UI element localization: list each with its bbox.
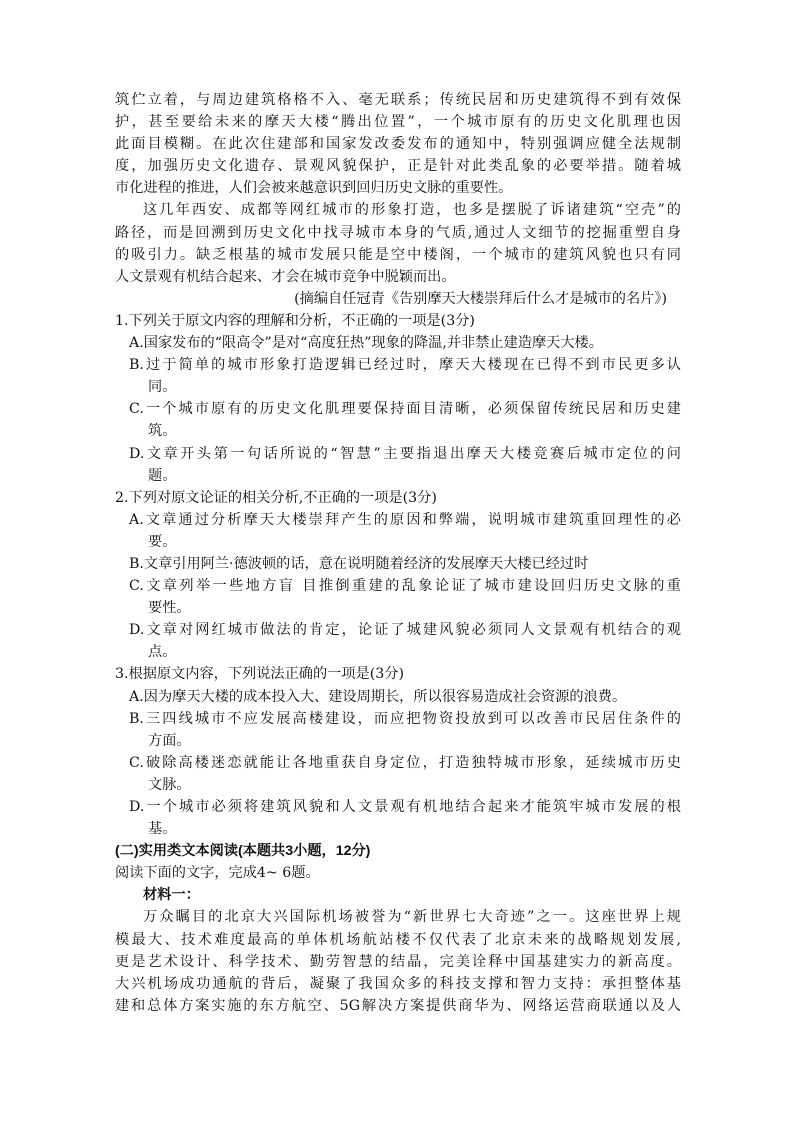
text-line: 这几年西安、成都等网红城市的形象打造，也多是摆脱了诉诸建筑“空壳”的 bbox=[143, 202, 681, 219]
text-line: D.文章开头第一句话所说的“智慧”主要指退出摩天大楼竞赛后城市定位的问 bbox=[129, 445, 681, 462]
text-line: 万众瞩目的北京大兴国际机场被誉为“新世界七大奇迹”之一。这座世界上规 bbox=[143, 909, 681, 926]
text-line: B.过于简单的城市形象打造逻辑已经过时，摩天大楼现在已得不到市民更多认 bbox=[129, 357, 681, 374]
text-line: 度，加强历史文化遗存、景观风貌保护，正是针对此类乱象的必要举措。随着城 bbox=[115, 158, 681, 175]
text-line: D.文章对网红城市做法的肯定，论证了城建风貌必须同人文景观有机结合的观 bbox=[129, 622, 681, 639]
text-line: D.一个城市必须将建筑风貌和人文景观有机地结合起来才能筑牢城市发展的根 bbox=[129, 799, 681, 815]
text-line: 筑伫立着，与周边建筑格格不入、毫无联系；传统民居和历史建筑得不到有效保 bbox=[115, 92, 681, 108]
text-line: 同。 bbox=[148, 379, 177, 396]
text-line: 材料一： bbox=[143, 887, 200, 904]
text-line: 筑。 bbox=[148, 423, 177, 440]
text-line: B.文章引用阿兰·德波顿的话，意在说明随着经济的发展摩天大楼已经过时 bbox=[129, 555, 589, 572]
text-line: 路径，而是回溯到历史文化中找寻城市本身的气质,通过人文细节的挖掘重塑自身 bbox=[115, 224, 681, 241]
text-line: 基。 bbox=[148, 821, 177, 838]
text-line: 市化进程的推进，人们会被来越意识到回归历史文脉的重要性。 bbox=[115, 180, 513, 197]
text-line: 人文景观有机结合起来、才会在城市竞争中脱颖而出。 bbox=[115, 268, 456, 285]
text-line: 要。 bbox=[148, 533, 177, 550]
text-line: C.破除高楼迷恋就能让各地重获自身定位，打造独特城市形象，延续城市历史 bbox=[129, 754, 681, 771]
text-line: B.三四线城市不应发展高楼建设，而应把物资投放到可以改善市民居住条件的 bbox=[129, 710, 681, 727]
text-line: 阅读下面的文字，完成4~ 6题。 bbox=[115, 865, 320, 882]
text-line: (摘编自任冠青《告别摩天大楼崇拜后什么才是城市的名片》) bbox=[294, 290, 667, 307]
text-line: (二)实用类文本阅读(本题共3小题，12分) bbox=[115, 843, 371, 860]
text-line: 此面目模糊。在此次住建部和国家发改委发布的通知中，特别强调应健全法规制 bbox=[115, 136, 681, 153]
text-line: A.国家发布的“限高令”是对“高度狂热”现象的降温,并非禁止建造摩天大楼。 bbox=[129, 335, 603, 352]
text-line: 文脉。 bbox=[148, 776, 191, 793]
text-line: A.因为摩天大楼的成本投入大、建设周期长，所以很容易造成社会资源的浪费。 bbox=[129, 688, 627, 705]
text-line: 1.下列关于原文内容的理解和分析，不正确的一项是(3分) bbox=[115, 312, 475, 329]
document-page bbox=[115, 89, 681, 1017]
text-line: 更是艺术设计、科学技术、勤劳智慧的结晶，完美诠释中国基建实力的新高度。 bbox=[115, 953, 681, 970]
text-line: 建和总体方案实施的东方航空、5G解决方案提供商华为、网络运营商联通以及人 bbox=[115, 997, 681, 1014]
text-line: A.文章通过分析摩天大楼崇拜产生的原因和弊端，说明城市建筑重回理性的必 bbox=[129, 511, 681, 528]
text-line: 要性。 bbox=[148, 600, 191, 617]
text-line: C.一个城市原有的历史文化肌理要保持面目清晰，必须保留传统民居和历史建 bbox=[129, 401, 681, 418]
text-line: 方面。 bbox=[148, 732, 191, 749]
text-line: 护，甚至要给未来的摩天大楼“腾出位置”，一个城市原有的历史文化肌理也因 bbox=[115, 114, 681, 131]
text-line: 2.下列对原文论证的相关分析,不正确的一项是(3分) bbox=[115, 489, 437, 506]
text-line: 大兴机场成功通航的背后，凝聚了我国众多的科技支撑和智力支持：承担整体基 bbox=[115, 975, 681, 992]
text-line: 的吸引力。缺乏根基的城市发展只能是空中楼阁，一个城市的建筑风貌也只有同 bbox=[115, 246, 681, 263]
text-line: C.文章列举一些地方盲 目推倒重建的乱象论证了城市建设回归历史文脉的重 bbox=[129, 578, 681, 595]
text-line: 题。 bbox=[148, 467, 177, 484]
text-line: 点。 bbox=[148, 644, 177, 661]
text-line: 3.根据原文内容，下列说法正确的一项是(3分) bbox=[115, 666, 405, 683]
text-line: 模最大、技术难度最高的单体机场航站楼不仅代表了北京未来的战略规划发展, bbox=[115, 931, 681, 948]
